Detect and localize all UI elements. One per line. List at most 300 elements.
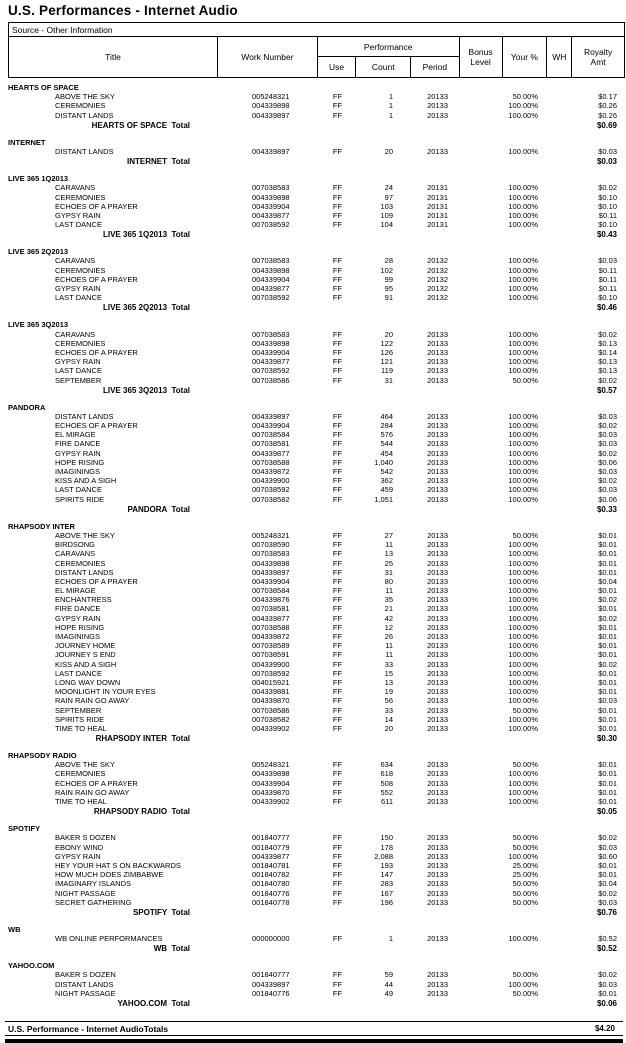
royalty-amt-cell: $0.02 <box>598 329 617 339</box>
your-pct-cell: 100.00% <box>508 421 538 431</box>
section-total-row <box>8 806 625 817</box>
bonus-level-cell <box>460 467 503 476</box>
title-cell: LAST DANCE <box>55 220 102 230</box>
your-pct-cell: 50.00% <box>512 705 538 715</box>
table-row <box>8 660 625 669</box>
royalty-amt-cell: $0.11 <box>598 265 617 275</box>
royalty-amt-cell: $0.04 <box>598 879 617 889</box>
your-pct-cell: 100.00% <box>508 787 538 797</box>
wh-cell <box>548 449 573 458</box>
wh-cell <box>548 439 573 448</box>
royalty-amt-cell: $0.10 <box>598 293 617 303</box>
count-cell: 1,040 <box>374 457 393 467</box>
your-pct-cell: 100.00% <box>508 457 538 467</box>
table-row <box>8 202 625 211</box>
title-cell: NIGHT PASSAGE <box>55 988 116 998</box>
wh-cell <box>548 595 573 604</box>
section-name: HEARTS OF SPACE <box>8 83 79 92</box>
period-cell: 20133 <box>427 879 448 889</box>
count-cell: 634 <box>380 760 393 770</box>
period-cell: 20133 <box>427 110 448 120</box>
count-cell: 56 <box>384 696 393 706</box>
use-cell: FF <box>332 92 343 102</box>
title-cell: BAKER S DOZEN <box>55 833 116 843</box>
your-pct-cell: 100.00% <box>508 540 538 550</box>
bonus-level-cell <box>460 861 503 870</box>
wh-cell <box>548 769 573 778</box>
period-cell: 20133 <box>427 146 448 156</box>
count-cell: 552 <box>380 787 393 797</box>
work-number-cell: 001840776 <box>252 888 290 898</box>
count-cell: 459 <box>380 485 393 495</box>
period-cell: 20133 <box>427 613 448 623</box>
count-cell: 33 <box>384 659 393 669</box>
period-cell: 20133 <box>427 622 448 632</box>
count-cell: 26 <box>384 632 393 641</box>
royalty-amt-cell: $0.10 <box>598 201 617 211</box>
table-row <box>8 595 625 604</box>
period-cell: 20131 <box>427 210 448 220</box>
title-cell: GYPSY RAIN <box>55 851 101 861</box>
section-name: INTERNET <box>8 137 46 147</box>
your-pct-cell: 100.00% <box>508 668 538 678</box>
bonus-level-cell <box>460 660 503 669</box>
title-cell: ECHOES OF A PRAYER <box>55 576 138 586</box>
royalty-amt-cell: $0.01 <box>598 540 617 550</box>
wh-cell <box>548 614 573 623</box>
wh-cell <box>548 430 573 439</box>
royalty-amt-cell: $0.01 <box>598 797 617 806</box>
section-header <box>8 138 625 147</box>
title-cell: EL MIRAGE <box>55 430 96 440</box>
table-row <box>8 604 625 613</box>
count-cell: 150 <box>380 833 393 843</box>
wh-cell <box>548 495 573 504</box>
section-name: RHAPSODY RADIO <box>8 751 77 761</box>
wh-cell <box>548 632 573 641</box>
section-header <box>8 403 625 412</box>
royalty-amt-cell: $0.01 <box>598 705 617 715</box>
wh-cell <box>548 540 573 549</box>
your-pct-cell: 100.00% <box>508 586 538 596</box>
your-pct-cell: 100.00% <box>508 366 538 376</box>
period-cell: 20133 <box>427 485 448 495</box>
use-cell: FF <box>332 760 343 770</box>
table-row <box>8 275 625 284</box>
use-cell: FF <box>332 110 343 120</box>
royalty-amt-cell: $0.01 <box>598 787 617 797</box>
title-cell: LAST DANCE <box>55 668 102 678</box>
use-cell: FF <box>332 851 343 861</box>
section-total-label: RHAPSODY INTER Total <box>95 734 190 744</box>
table-row <box>8 614 625 623</box>
title-cell: CEREMONIES <box>55 192 106 202</box>
your-pct-cell: 100.00% <box>508 411 538 421</box>
royalty-amt-cell: $0.01 <box>598 567 617 577</box>
bonus-level-cell <box>460 531 503 540</box>
table-row <box>8 760 625 769</box>
col-header-performance: Performance <box>318 37 459 57</box>
title-cell: CARAVANS <box>55 329 96 339</box>
work-number-cell: 007038589 <box>252 641 290 651</box>
use-cell: FF <box>332 329 343 339</box>
title-cell: CARAVANS <box>55 549 96 559</box>
wh-cell <box>548 92 573 101</box>
work-number-cell: 004339897 <box>252 146 290 156</box>
title-cell: CEREMONIES <box>55 769 106 779</box>
royalty-amt-cell: $0.01 <box>598 558 617 568</box>
use-cell: FF <box>332 421 343 431</box>
use-cell: FF <box>332 530 343 540</box>
use-cell: FF <box>332 540 343 550</box>
section-total-label: WB Total <box>153 944 190 954</box>
title-cell: CEREMONIES <box>55 265 106 275</box>
table-row <box>8 485 625 494</box>
royalty-amt-cell: $0.02 <box>598 595 617 605</box>
table-row <box>8 101 625 110</box>
work-number-cell: 004339872 <box>252 632 290 641</box>
count-cell: 464 <box>380 411 393 421</box>
royalty-amt-cell: $0.02 <box>598 375 617 385</box>
table-row <box>8 797 625 806</box>
use-cell: FF <box>332 567 343 577</box>
work-number-cell: 007038586 <box>252 375 290 385</box>
bonus-level-cell <box>460 934 503 943</box>
work-number-cell: 004339898 <box>252 192 290 202</box>
use-cell: FF <box>332 979 343 989</box>
period-cell: 20133 <box>427 448 448 458</box>
royalty-amt-cell: $0.01 <box>598 778 617 788</box>
title-cell: RAIN RAIN GO AWAY <box>55 787 130 797</box>
section-total-row <box>8 120 625 131</box>
royalty-amt-cell: $0.01 <box>598 650 617 660</box>
royalty-amt-cell: $0.60 <box>598 851 617 861</box>
bonus-level-cell <box>460 769 503 778</box>
wh-cell <box>548 412 573 421</box>
work-number-cell: 004339902 <box>252 723 290 733</box>
use-cell: FF <box>332 934 343 944</box>
title-cell: CEREMONIES <box>55 558 106 568</box>
count-cell: 42 <box>384 613 393 623</box>
section-total-amount: $0.76 <box>596 907 617 917</box>
work-number-cell: 007038584 <box>252 430 290 440</box>
table-row <box>8 376 625 385</box>
table-row <box>8 531 625 540</box>
work-number-cell: 004015921 <box>252 677 290 687</box>
bonus-level-cell <box>460 549 503 558</box>
title-cell: IMAGINARY ISLANDS <box>55 879 131 889</box>
period-cell: 20133 <box>427 549 448 559</box>
wh-cell <box>548 788 573 797</box>
period-cell: 20132 <box>427 274 448 284</box>
bonus-level-cell <box>460 293 503 302</box>
your-pct-cell: 100.00% <box>508 265 538 275</box>
title-cell: LAST DANCE <box>55 485 102 495</box>
period-cell: 20133 <box>427 558 448 568</box>
table-row <box>8 980 625 989</box>
section-header <box>8 925 625 934</box>
use-cell: FF <box>332 778 343 788</box>
count-cell: 147 <box>380 870 393 880</box>
col-header-period: Period <box>422 62 448 72</box>
period-cell: 20132 <box>427 284 448 293</box>
work-number-cell: 004339900 <box>252 659 290 669</box>
count-cell: 35 <box>384 595 393 605</box>
section-total-label: INTERNET Total <box>127 157 190 167</box>
your-pct-cell: 100.00% <box>508 769 538 779</box>
work-number-cell: 004339877 <box>252 284 290 293</box>
title-cell: ABOVE THE SKY <box>55 530 115 540</box>
wh-cell <box>548 870 573 879</box>
your-pct-cell: 100.00% <box>508 979 538 989</box>
wh-cell <box>548 577 573 586</box>
bonus-level-cell <box>460 970 503 979</box>
royalty-amt-cell: $0.01 <box>598 549 617 559</box>
count-cell: 544 <box>380 439 393 449</box>
work-number-cell: 004339897 <box>252 110 290 120</box>
wh-cell <box>548 706 573 715</box>
count-cell: 283 <box>380 879 393 889</box>
count-cell: 178 <box>380 842 393 852</box>
wh-cell <box>548 696 573 705</box>
wh-cell <box>548 458 573 467</box>
your-pct-cell: 50.00% <box>512 988 538 998</box>
royalty-amt-cell: $0.01 <box>598 641 617 651</box>
title-cell: MOONLIGHT IN YOUR EYES <box>55 687 156 697</box>
use-cell: FF <box>332 787 343 797</box>
bonus-level-cell <box>460 779 503 788</box>
wh-cell <box>548 275 573 284</box>
title-cell: GYPSY RAIN <box>55 284 101 293</box>
royalty-amt-cell: $0.01 <box>598 687 617 697</box>
wh-cell <box>548 797 573 806</box>
your-pct-cell: 100.00% <box>508 650 538 660</box>
wh-cell <box>548 101 573 110</box>
title-cell: ABOVE THE SKY <box>55 760 115 770</box>
count-cell: 95 <box>384 284 393 293</box>
wh-cell <box>548 147 573 156</box>
your-pct-cell: 100.00% <box>508 851 538 861</box>
section-total-amount: $0.30 <box>596 734 617 744</box>
col-header-wh: WH <box>547 37 572 77</box>
title-cell: ECHOES OF A PRAYER <box>55 778 138 788</box>
period-cell: 20133 <box>427 696 448 706</box>
wh-cell <box>548 970 573 979</box>
title-cell: JOURNEY HOME <box>55 641 116 651</box>
use-cell: FF <box>332 201 343 211</box>
bonus-level-cell <box>460 193 503 202</box>
period-cell: 20133 <box>427 476 448 486</box>
col-header-work-number: Work Number <box>218 37 318 77</box>
bonus-level-cell <box>460 586 503 595</box>
royalty-amt-cell: $0.02 <box>598 659 617 669</box>
your-pct-cell: 50.00% <box>512 842 538 852</box>
royalty-amt-cell: $0.06 <box>598 494 617 504</box>
wh-cell <box>548 284 573 293</box>
page-title: U.S. Performances - Internet Audio <box>8 3 238 18</box>
bonus-level-cell <box>460 183 503 192</box>
table-row <box>8 715 625 724</box>
wh-cell <box>548 843 573 852</box>
wh-cell <box>548 980 573 989</box>
period-cell: 20133 <box>427 457 448 467</box>
period-cell: 20133 <box>427 650 448 660</box>
period-cell: 20133 <box>427 540 448 550</box>
count-cell: 576 <box>380 430 393 440</box>
count-cell: 508 <box>380 778 393 788</box>
work-number-cell: 007038590 <box>252 540 290 550</box>
your-pct-cell: 100.00% <box>508 632 538 641</box>
section-total-row <box>8 302 625 313</box>
section-total-label: RHAPSODY RADIO Total <box>93 807 190 817</box>
use-cell: FF <box>332 842 343 852</box>
wh-cell <box>548 623 573 632</box>
section-total-row <box>8 907 625 918</box>
title-cell: CARAVANS <box>55 256 96 266</box>
period-cell: 20133 <box>427 375 448 385</box>
use-cell: FF <box>332 888 343 898</box>
your-pct-cell: 50.00% <box>512 760 538 770</box>
table-row <box>8 623 625 632</box>
bonus-level-cell <box>460 852 503 861</box>
your-pct-cell: 100.00% <box>508 494 538 504</box>
period-cell: 20133 <box>427 421 448 431</box>
title-cell: LAST DANCE <box>55 293 102 303</box>
count-cell: 618 <box>380 769 393 779</box>
use-cell: FF <box>332 833 343 843</box>
table-row <box>8 266 625 275</box>
use-cell: FF <box>332 687 343 697</box>
wh-cell <box>548 183 573 192</box>
your-pct-cell: 100.00% <box>508 347 538 357</box>
royalty-amt-cell: $0.01 <box>598 604 617 614</box>
work-number-cell: 007038581 <box>252 439 290 449</box>
work-number-cell: 004339897 <box>252 567 290 577</box>
title-cell: TIME TO HEAL <box>55 723 107 733</box>
your-pct-cell: 50.00% <box>512 888 538 898</box>
count-cell: 59 <box>384 970 393 980</box>
bonus-level-cell <box>460 330 503 339</box>
use-cell: FF <box>332 457 343 467</box>
your-pct-cell: 100.00% <box>508 357 538 367</box>
count-cell: 1,051 <box>374 494 393 504</box>
section-total-row <box>8 504 625 515</box>
count-cell: 97 <box>384 192 393 202</box>
title-cell: DISTANT LANDS <box>55 567 114 577</box>
bonus-level-cell <box>460 476 503 485</box>
table-row <box>8 724 625 733</box>
bonus-level-cell <box>460 540 503 549</box>
table-row <box>8 769 625 778</box>
bonus-level-cell <box>460 211 503 220</box>
count-cell: 31 <box>384 567 393 577</box>
bonus-level-cell <box>460 449 503 458</box>
use-cell: FF <box>332 366 343 376</box>
work-number-cell: 004339897 <box>252 979 290 989</box>
wh-cell <box>548 485 573 494</box>
title-cell: ABOVE THE SKY <box>55 92 115 102</box>
title-cell: HOPE RISING <box>55 622 105 632</box>
table-header-row <box>8 37 625 78</box>
count-cell: 611 <box>381 797 393 806</box>
use-cell: FF <box>332 192 343 202</box>
table-row <box>8 870 625 879</box>
use-cell: FF <box>332 604 343 614</box>
period-cell: 20133 <box>427 101 448 111</box>
count-cell: 193 <box>380 860 393 870</box>
use-cell: FF <box>332 586 343 596</box>
period-cell: 20133 <box>427 687 448 697</box>
title-cell: EBONY WIND <box>55 842 104 852</box>
work-number-cell: 004339877 <box>252 210 290 220</box>
bonus-level-cell <box>460 284 503 293</box>
royalty-amt-cell: $0.03 <box>598 439 617 449</box>
wh-cell <box>548 531 573 540</box>
count-cell: 2,088 <box>374 851 393 861</box>
use-cell: FF <box>332 897 343 907</box>
use-cell: FF <box>332 860 343 870</box>
royalty-amt-cell: $0.26 <box>598 101 617 111</box>
use-cell: FF <box>332 347 343 357</box>
period-cell: 20133 <box>427 760 448 770</box>
work-number-cell: 007038583 <box>252 329 290 339</box>
royalty-amt-cell: $0.11 <box>598 210 617 220</box>
royalty-amt-cell: $0.10 <box>598 192 617 202</box>
table-row <box>8 357 625 366</box>
count-cell: 121 <box>380 357 393 367</box>
royalty-amt-cell: $0.01 <box>598 677 617 687</box>
table-row <box>8 549 625 558</box>
title-cell: JOURNEY S END <box>55 650 116 660</box>
table-row <box>8 330 625 339</box>
work-number-cell: 004339881 <box>252 687 290 697</box>
wh-cell <box>548 111 573 120</box>
wh-cell <box>548 330 573 339</box>
use-cell: FF <box>332 357 343 367</box>
title-cell: ECHOES OF A PRAYER <box>55 347 138 357</box>
royalty-amt-cell: $0.03 <box>598 696 617 706</box>
royalty-amt-cell: $0.02 <box>598 833 617 843</box>
section-total-row <box>8 998 625 1009</box>
period-cell: 20133 <box>427 769 448 779</box>
use-cell: FF <box>332 714 343 724</box>
period-cell: 20133 <box>427 467 448 476</box>
bonus-level-cell <box>460 614 503 623</box>
work-number-cell: 004339877 <box>252 613 290 623</box>
period-cell: 20133 <box>427 897 448 907</box>
period-cell: 20133 <box>427 641 448 651</box>
work-number-cell: 007038582 <box>252 714 290 724</box>
title-cell: FIRE DANCE <box>55 604 101 614</box>
bonus-level-cell <box>460 430 503 439</box>
use-cell: FF <box>332 430 343 440</box>
title-cell: DISTANT LANDS <box>55 979 114 989</box>
work-number-cell: 005248321 <box>252 760 290 770</box>
count-cell: 33 <box>384 705 393 715</box>
period-cell: 20133 <box>427 494 448 504</box>
title-cell: DISTANT LANDS <box>55 411 114 421</box>
section-total-amount: $0.06 <box>596 999 617 1008</box>
count-cell: 103 <box>380 201 393 211</box>
title-cell: CARAVANS <box>55 183 96 193</box>
section-total-label: PANDORA Total <box>127 504 190 514</box>
use-cell: FF <box>332 723 343 733</box>
table-row <box>8 220 625 229</box>
title-cell: KISS AND A SIGH <box>55 476 117 486</box>
royalty-amt-cell: $0.03 <box>598 979 617 989</box>
wh-cell <box>548 559 573 568</box>
period-cell: 20133 <box>427 797 448 806</box>
